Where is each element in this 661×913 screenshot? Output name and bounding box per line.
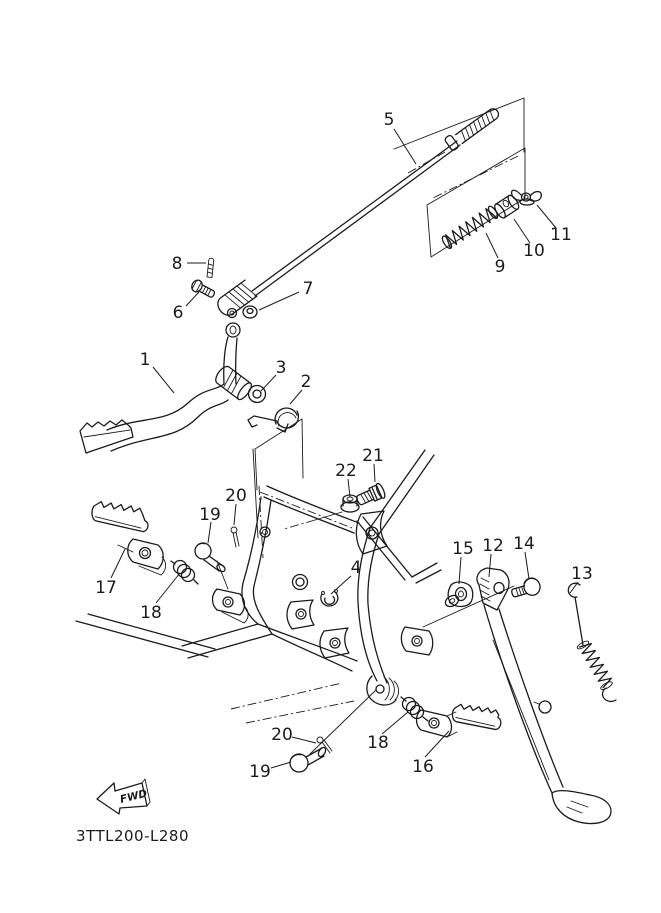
callout-label-6: 6 xyxy=(172,303,184,323)
callout-leader-7 xyxy=(259,292,299,310)
callout-label-19b: 19 xyxy=(249,762,271,782)
callout-leader-2 xyxy=(290,390,302,404)
washer-part3 xyxy=(249,386,266,403)
callout-leader-14 xyxy=(525,552,529,579)
callout-label-20a: 20 xyxy=(225,486,247,506)
callout-label-17: 17 xyxy=(95,578,117,598)
stand-spring-part13 xyxy=(568,583,616,701)
callout-leader-12 xyxy=(489,554,491,577)
callout-leader-15 xyxy=(459,557,461,584)
callout-leader-20a xyxy=(234,504,236,525)
callout-layer xyxy=(95,110,593,782)
footrest-left-part17 xyxy=(90,497,166,575)
flange-bolt-part21 xyxy=(354,482,386,508)
brake-rod-part5 xyxy=(214,107,500,319)
callout-leader-17 xyxy=(111,549,125,578)
callout-label-2: 2 xyxy=(300,372,312,392)
callout-label-22: 22 xyxy=(335,461,357,481)
callout-leader-18b xyxy=(382,712,408,734)
reference-panel-upper xyxy=(394,98,525,257)
callout-label-13: 13 xyxy=(571,564,593,584)
callout-label-7: 7 xyxy=(302,279,314,299)
callout-leader-6 xyxy=(186,292,199,306)
part-code: 3TTL200-L280 xyxy=(76,827,189,845)
callout-leader-19b xyxy=(271,762,291,768)
callout-leader-22 xyxy=(348,479,350,497)
pivot-nut-part15 xyxy=(448,582,473,606)
callout-leader-21 xyxy=(374,464,375,482)
callout-label-18b: 18 xyxy=(367,733,389,753)
callout-leader-19a xyxy=(208,522,211,543)
cotter-pin-left-part20 xyxy=(231,527,239,547)
pivot-bolt-part14 xyxy=(509,576,542,601)
torsion-spring-part2 xyxy=(248,408,298,432)
clevis-pin-right-part19 xyxy=(290,746,327,772)
callout-label-9: 9 xyxy=(494,257,506,277)
callout-label-18a: 18 xyxy=(140,603,162,623)
fwd-label: FWD xyxy=(118,787,149,806)
callout-leader-5 xyxy=(394,129,416,164)
footrest-right-part16 xyxy=(417,700,504,737)
callout-label-15: 15 xyxy=(452,539,474,559)
callout-label-8: 8 xyxy=(171,254,183,274)
callout-label-4: 4 xyxy=(350,558,362,578)
circlip-part4 xyxy=(321,590,338,606)
callout-label-19a: 19 xyxy=(199,505,221,525)
callout-label-11: 11 xyxy=(550,225,572,245)
callout-label-1: 1 xyxy=(139,350,151,370)
flange-nut-part22 xyxy=(341,495,359,512)
callout-leader-9 xyxy=(486,233,498,258)
callout-leader-18a xyxy=(156,573,180,603)
fwd-arrow xyxy=(97,779,150,814)
callout-label-5: 5 xyxy=(383,110,395,130)
callout-leader-3 xyxy=(261,375,276,391)
callout-label-12: 12 xyxy=(482,536,504,556)
callout-leader-1 xyxy=(153,367,174,393)
callout-leader-10 xyxy=(514,219,530,243)
wing-nut-part11 xyxy=(512,190,542,205)
callout-label-16: 16 xyxy=(412,757,434,777)
brake-pedal-part1 xyxy=(80,323,254,453)
callout-label-21: 21 xyxy=(362,446,384,466)
frame xyxy=(76,449,514,754)
spring-pin-part8 xyxy=(207,258,214,277)
callout-label-3: 3 xyxy=(275,358,287,378)
callout-label-20b: 20 xyxy=(271,725,293,745)
nut-part7 xyxy=(243,306,257,318)
callout-leader-4 xyxy=(331,576,351,594)
footrest-spring-left-part18 xyxy=(171,561,198,585)
callout-label-10: 10 xyxy=(523,241,545,261)
footrest-spring-right-part18 xyxy=(401,697,428,721)
side-stand-part12 xyxy=(477,568,611,824)
callout-leader-20b xyxy=(292,737,316,743)
clevis-pin-left-part19 xyxy=(195,543,226,573)
callout-label-14: 14 xyxy=(513,534,535,554)
